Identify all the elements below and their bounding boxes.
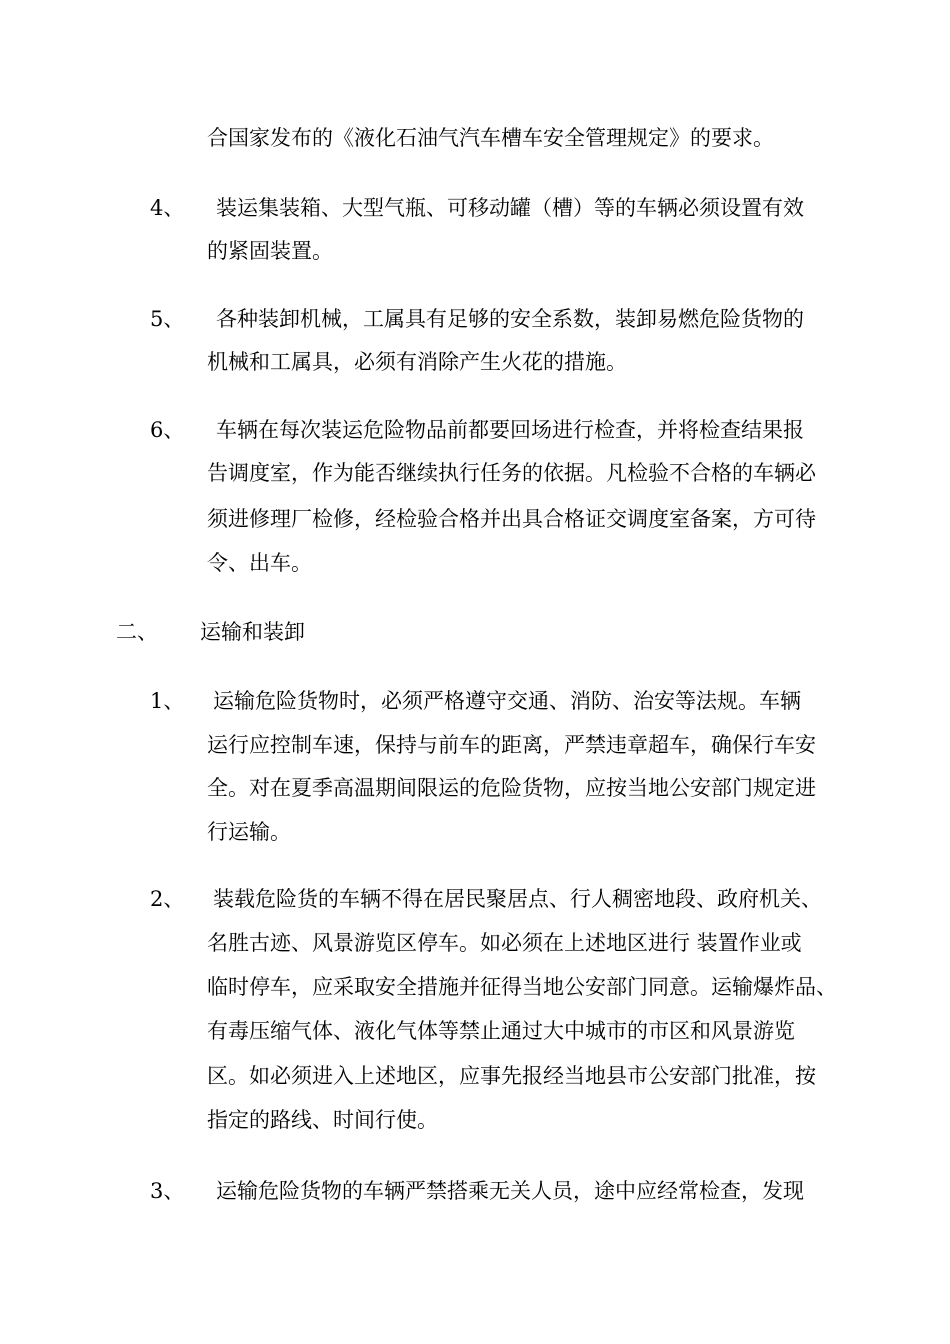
- item-text-line: 令、出车。: [207, 551, 312, 575]
- continued-paragraph-line: 合国家发布的《液化石油气汽车槽车安全管理规定》的要求。: [207, 126, 774, 150]
- item-text-line: 指定的路线、时间行使。: [207, 1108, 438, 1132]
- item-number: 3、: [150, 1179, 185, 1203]
- item-text-line: 的紧固装置。: [207, 239, 333, 263]
- item-text-line: 区。如必须进入上述地区，应事先报经当地县市公安部门批准，按: [207, 1064, 816, 1088]
- section-number: 二、: [116, 620, 158, 644]
- item-text-line: 临时停车，应采取安全措施并征得当地公安部门同意。运输爆炸品、: [207, 975, 837, 999]
- item-number: 4、: [150, 196, 185, 220]
- item-text-line: 机械和工属具，必须有消除产生火花的措施。: [207, 350, 627, 374]
- item-text-line: 名胜古迹、风景游览区停车。如必须在上述地区进行 装置作业或: [207, 931, 802, 955]
- item-number: 6、: [150, 418, 185, 442]
- item-number: 2、: [150, 887, 185, 911]
- item-text-line: 装载危险货的车辆不得在居民聚居点、行人稠密地段、政府机关、: [213, 887, 822, 911]
- item-text-line: 车辆在每次装运危险物品前都要回场进行检查，并将检查结果报: [216, 418, 804, 442]
- item-number: 1、: [150, 689, 185, 713]
- item-text-line: 运行应控制车速，保持与前车的距离，严禁违章超车，确保行车安: [207, 733, 816, 757]
- item-text-line: 全。对在夏季高温期间限运的危险货物，应按当地公安部门规定进: [207, 776, 816, 800]
- section-title: 运输和装卸: [200, 620, 305, 644]
- item-text-line: 运输危险货物时，必须严格遵守交通、消防、治安等法规。车辆: [213, 689, 801, 713]
- item-text-line: 行运输。: [207, 820, 291, 844]
- item-number: 5、: [150, 307, 185, 331]
- item-text-line: 须进修理厂检修，经检验合格并出具合格证交调度室备案，方可待: [207, 507, 816, 531]
- item-text-line: 各种装卸机械，工属具有足够的安全系数，装卸易燃危险货物的: [216, 307, 804, 331]
- item-text-line: 运输危险货物的车辆严禁搭乘无关人员，途中应经常检查，发现: [216, 1179, 804, 1203]
- item-text-line: 装运集装箱、大型气瓶、可移动罐（槽）等的车辆必须设置有效: [216, 196, 804, 220]
- item-text-line: 有毒压缩气体、液化气体等禁止通过大中城市的市区和风景游览: [207, 1019, 795, 1043]
- item-text-line: 告调度室，作为能否继续执行任务的依据。凡检验不合格的车辆必: [207, 461, 816, 485]
